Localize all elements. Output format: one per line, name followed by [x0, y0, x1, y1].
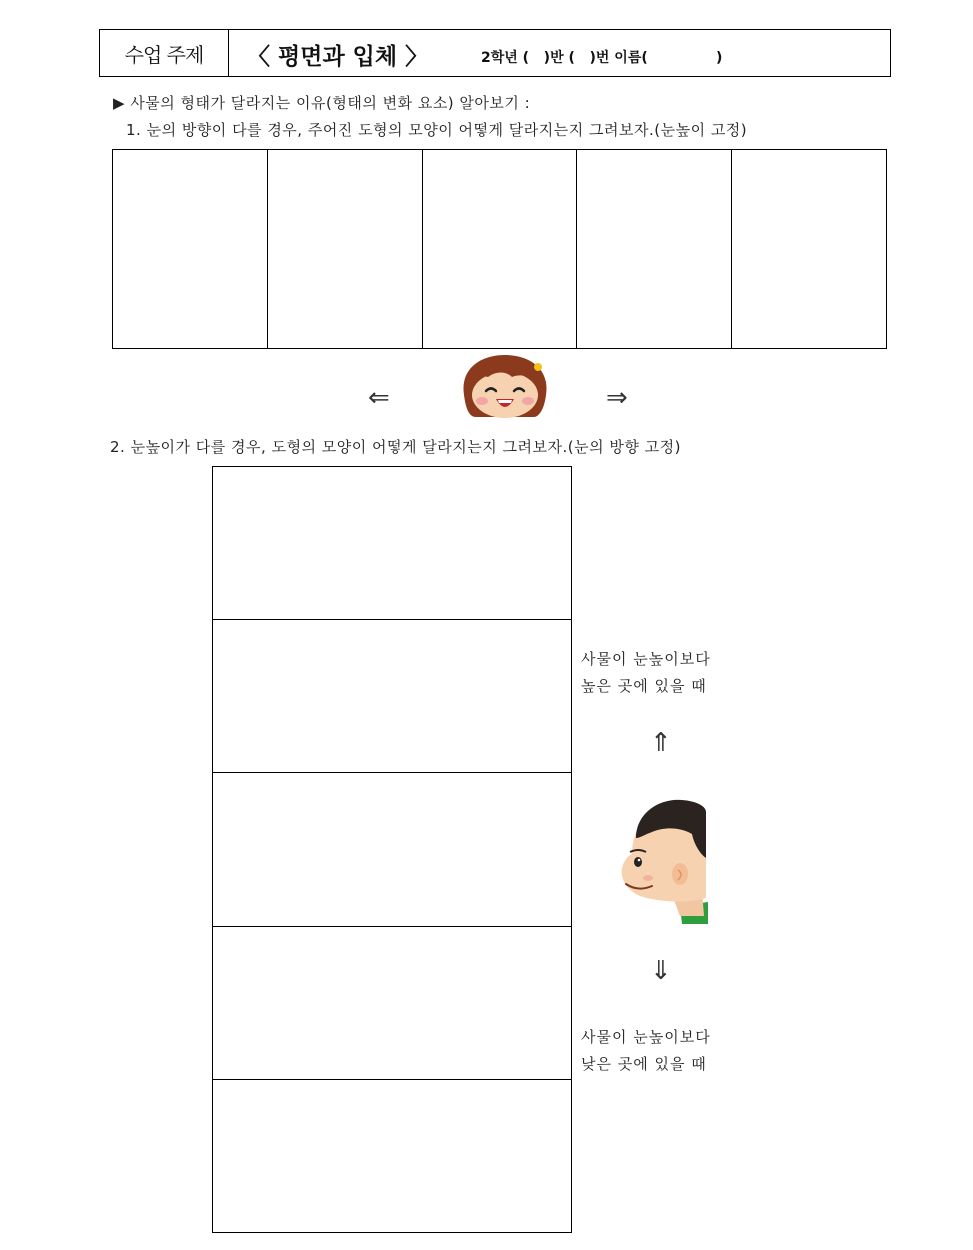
drawing-cell[interactable]: [113, 150, 268, 348]
note-object-lower: [581, 1024, 711, 1078]
question-2-text: 2. 눈높이가 다를 경우, 도형의 모양이 어떻게 달라지는지 그려보자.(눈의 방향 고정): [110, 438, 681, 456]
girl-face-icon: [458, 355, 552, 419]
intro-text: ▶ 사물의 형태가 달라지는 이유(형태의 변화 요소) 알아보기 :: [113, 94, 531, 112]
drawing-cell[interactable]: [213, 773, 571, 926]
note-high-line1: 사물이 눈높이보다: [581, 650, 711, 668]
student-info-line[interactable]: 2학년 ( )반 ( )번 이름( ): [481, 50, 723, 66]
drawing-cell[interactable]: [213, 927, 571, 1080]
drawing-cell[interactable]: [577, 150, 732, 348]
up-arrow-icon: ⇑: [650, 728, 672, 758]
lesson-title: 〈 평면과 입체 〉: [247, 44, 429, 70]
note-high-line2: 높은 곳에 있을 때: [581, 677, 707, 695]
drawing-cell[interactable]: [213, 1080, 571, 1232]
note-low-line2: 낮은 곳에 있을 때: [581, 1055, 707, 1073]
left-arrow-icon: ⇐: [368, 383, 390, 413]
drawing-cell[interactable]: [213, 620, 571, 773]
note-low-line1: 사물이 눈높이보다: [581, 1028, 711, 1046]
lesson-topic-label: 수업 주제: [100, 30, 229, 76]
question-1-text: 1. 눈의 방향이 다를 경우, 주어진 도형의 모양이 어떻게 달라지는지 그려보자.(눈높이 고정): [126, 121, 748, 139]
lesson-header: [99, 29, 891, 77]
note-object-higher: [581, 646, 711, 700]
drawing-cell[interactable]: [423, 150, 578, 348]
boy-profile-icon: [618, 798, 708, 924]
down-arrow-icon: ⇓: [650, 956, 672, 986]
question-1-drawing-grid: [112, 149, 887, 349]
lesson-header-main: [229, 30, 890, 76]
right-arrow-icon: ⇒: [606, 383, 628, 413]
drawing-cell[interactable]: [732, 150, 886, 348]
question-2-drawing-grid: [212, 466, 572, 1233]
drawing-cell[interactable]: [213, 467, 571, 620]
drawing-cell[interactable]: [268, 150, 423, 348]
